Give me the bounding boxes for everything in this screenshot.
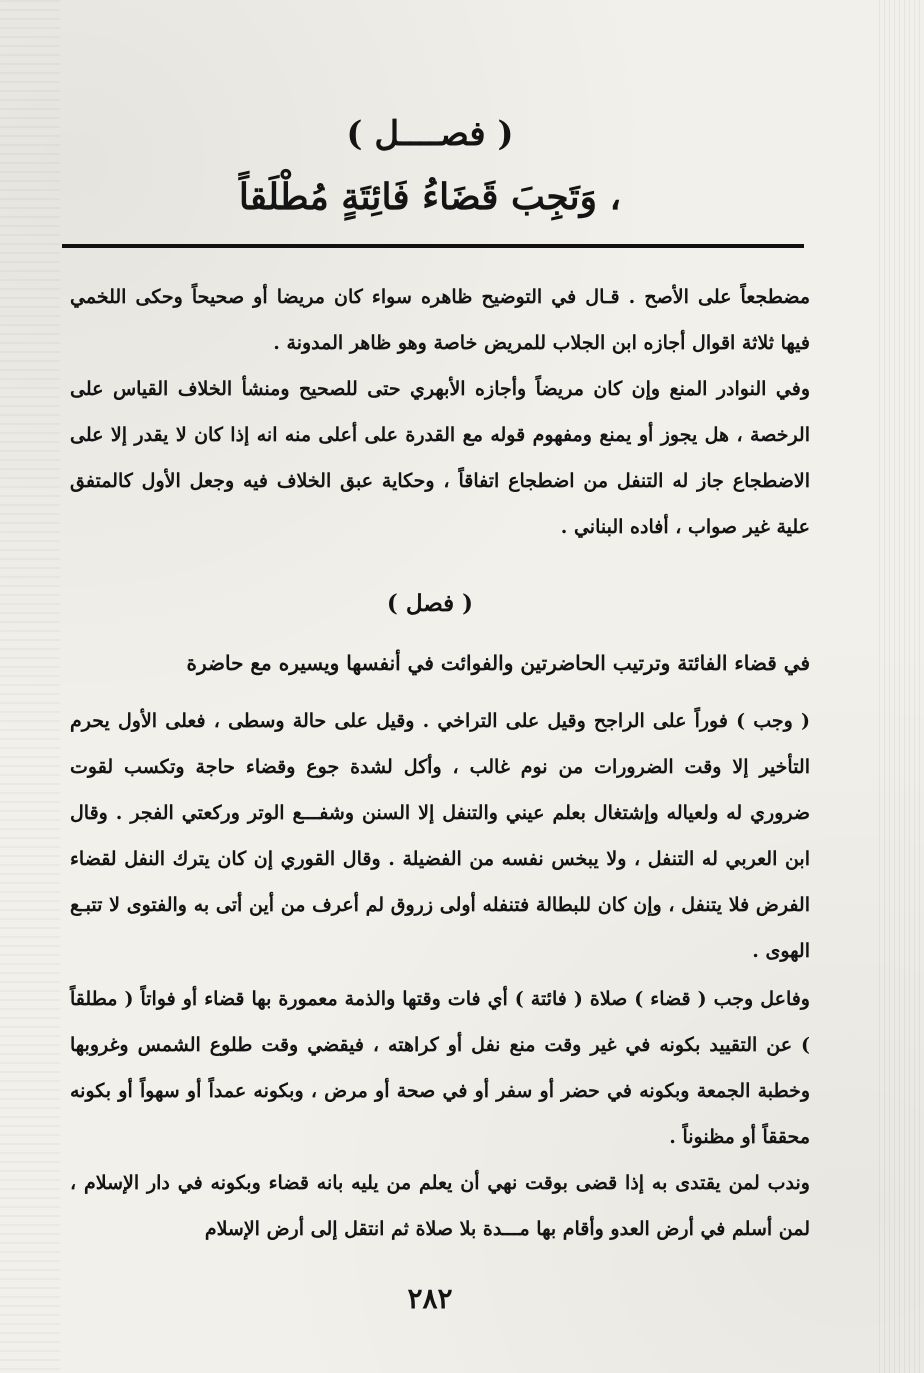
section-heading-fasl: ( فصــــل )	[346, 114, 514, 154]
scan-noise-right	[879, 0, 924, 1373]
paragraph-4: وفاعل وجب ( قضاء ) صلاة ( فائتة ) أي فات وقتها والذمة معمورة بها قضاء أو فواتاً ( مطلقاً ) عن التقييد بكونه في غير وقت منع نفل أو كراهته ، فيقضي وقت طلوع الشمس وغروبها وخطبة الجمعة وبكونه في حضر أو سفر أو في صحة أو مرض ، وبكونه عمداً أو سهواً أو بكونه محققاً أو مظنوناً .	[70, 988, 810, 1148]
matn-heading: وَتَجِبَ قَضَاءُ فَائِتَةٍ مُطْلَقاً ،	[238, 176, 622, 218]
heading-divider	[62, 244, 804, 248]
paragraph-5: وندب لمن يقتدى به إذا قضى بوقت نهي أن يعلم من يليه بانه قضاء وبكونه في دار الإسلام ، لمن أسلم في أرض العدو وأقام بها مـــدة بلا صلاة ثم انتقل إلى أرض الإسلام	[70, 1172, 810, 1240]
paragraph-2: وفي النوادر المنع وإن كان مريضاً وأجازه الأبهري حتى للصحيح ومنشأ الخلاف القياس على الرخصة ، هل يجوز أو يمنع ومفهوم قوله مع القدرة على أعلى منه انه إذا كان لا يقدر إلا على الاضطجاع جاز له التنفل من اضطجاع اتفاقاً ، وحكاية عبق الخلاف فيه وجعل الأول كالمتفق علية غير صواب ، أفاده البناني .	[70, 378, 810, 538]
subsection-heading-fasl: ( فصل )	[386, 590, 474, 617]
scan-noise-left	[0, 0, 60, 1373]
paragraph-3: ( وجب ) فوراً على الراجح وقيل على التراخي . وقيل على حالة وسطى ، فعلى الأول يحرم التأخير إلا وقت الضرورات من نوم غالب ، وأكل لشدة جوع وقضاء حاجة وتكسب لقوت ضروري له ولعياله وإشتغال بعلم عيني والتنفل إلا السنن وشفـــع الوتر وركعتي الفجر . وقال ابن العربي له التنفل ، ولا يبخس نفسه من الفضيلة . وقال القوري إن كان يترك النفل لقضاء الفرض فلا يتنفل ، وإن كان للبطالة فتنفله أولى زروق لم أعرف من أين أتى به والفتوى لا تتبـع الهوى .	[70, 710, 810, 962]
paragraph-1: مضطجعاً على الأصح . قـال في التوضيح ظاهره سواء كان مريضا أو صحيحاً وحكى اللخمي فيها ثلاثة اقوال أجازه ابن الجلاب للمريض خاصة وهو ظاهر المدونة .	[70, 286, 810, 354]
page-number: ٢٨٢	[407, 1282, 453, 1315]
subsection-title: في قضاء الفائتة وترتيب الحاضرتين والفوائت في أنفسها ويسيره مع حاضرة	[186, 651, 810, 675]
